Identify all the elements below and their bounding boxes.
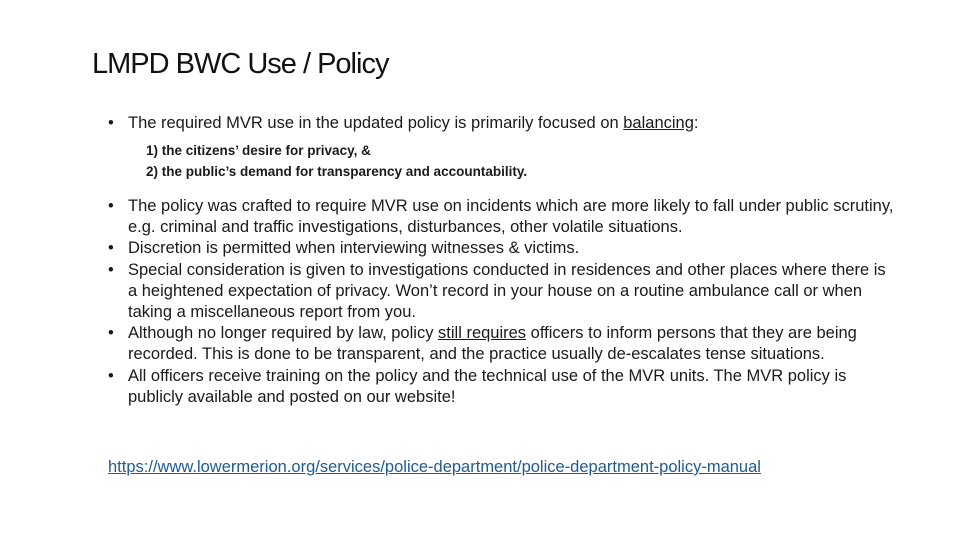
bullet-underlined: still requires bbox=[438, 324, 527, 343]
sub-item-privacy: 1) the citizens’ desire for privacy, & bbox=[146, 143, 371, 158]
bullet-text: All officers receive training on the policy and the technical use of the MVR units. The MVR policy is publicly available and posted on our website! bbox=[128, 366, 847, 406]
bullet-text-end: officers to inform persons that they are being recorded. This is done to be transparent, and the practice usually de-escalates tense situations. bbox=[128, 324, 857, 364]
policy-bullet-list bbox=[108, 196, 898, 408]
intro-text bbox=[108, 113, 808, 134]
intro-bullet bbox=[108, 113, 808, 134]
list-item bbox=[108, 323, 898, 365]
intro-underlined-word: balancing bbox=[623, 114, 694, 132]
sub-item-transparency: 2) the public’s demand for transparency and accountability. bbox=[146, 164, 528, 179]
bullet-marker: • bbox=[108, 324, 114, 343]
bullet-text: Although no longer required by law, policy bbox=[128, 324, 439, 343]
list-item bbox=[108, 366, 898, 408]
bullet-text: Discretion is permitted when interviewing witnesses & victims. bbox=[128, 239, 580, 258]
bullet-marker: • bbox=[108, 239, 114, 258]
policy-manual-link[interactable]: https://www.lowermerion.org/services/police-department/police-department-policy-manual bbox=[108, 458, 761, 476]
intro-text-end: : bbox=[693, 114, 699, 132]
bullet-marker: • bbox=[108, 260, 114, 279]
bullet-text: The policy was crafted to require MVR use on incidents which are more likely to fall under public scrutiny, e.g. criminal and traffic investigations, disturbances, other volatile situations. bbox=[128, 197, 894, 237]
bullet-marker: • bbox=[108, 197, 114, 215]
list-item bbox=[108, 196, 898, 238]
bullet-marker: • bbox=[108, 114, 114, 132]
bullet-marker: • bbox=[108, 366, 114, 385]
list-item bbox=[108, 238, 898, 259]
bullet-text: Special consideration is given to investigations conducted in residences and other places where there is a heightened expectation of privacy. Won’t record in your house on a routine ambulance call or when taking a miscellaneous report from you. bbox=[128, 260, 886, 322]
list-item bbox=[108, 260, 898, 324]
intro-text-part: The required MVR use in the updated policy is primarily focused on bbox=[128, 114, 624, 132]
slide-title: LMPD BWC Use / Policy bbox=[92, 48, 389, 80]
